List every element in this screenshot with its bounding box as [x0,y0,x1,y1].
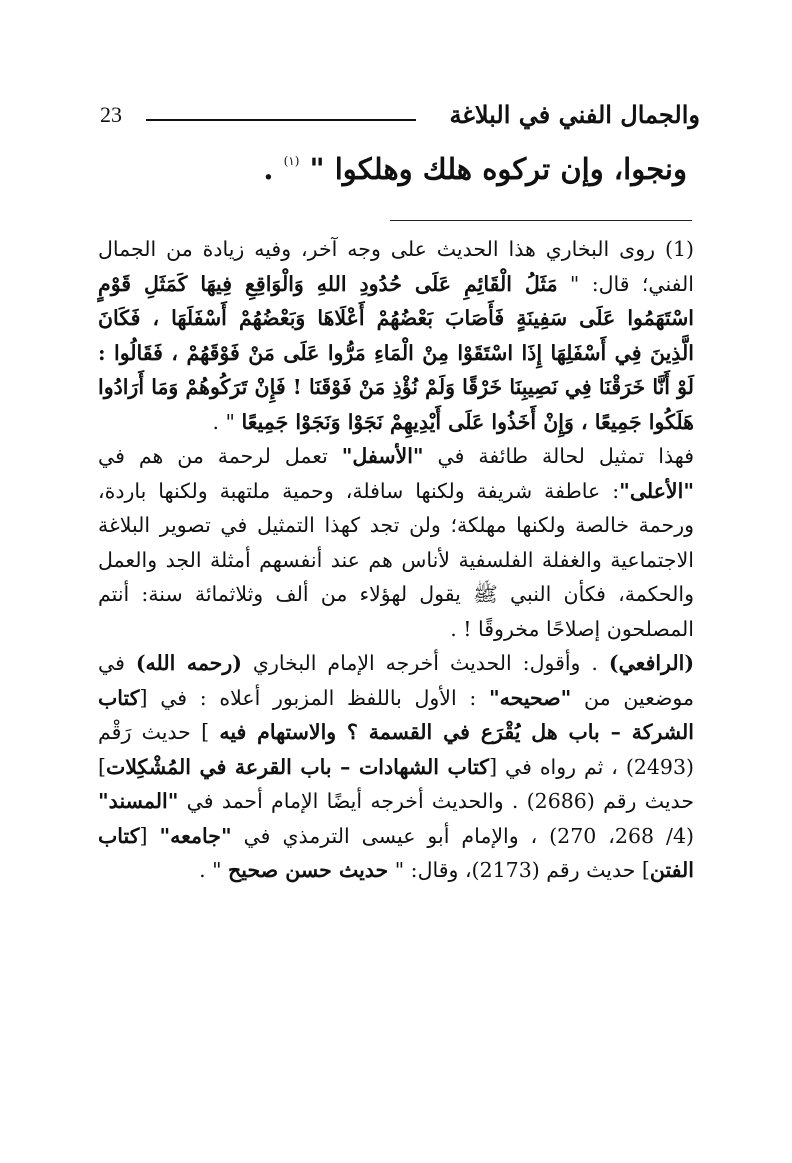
bold-term: (الرافعي) [608,651,695,675]
page-header [100,98,700,132]
footnote-paragraph-1 [98,232,694,439]
paragraph-text: : الأول باللفظ المزبور أعلاه : في [ [139,685,489,710]
bold-term: "المسند" [98,789,179,813]
hadith-quote: مَثَلُ الْقَائِمِ عَلَى حُدُودِ اللهِ وَالْوَاقِعِ فِيهَا كَمَثَلِ قَوْمٍ اسْتَهَمُوا عَلَى سَفِينَةٍ فَأَصَابَ بَعْضُهُمْ أَعْلَاهَا وَبَعْضُهُمْ أَسْفَلَهَا ، فَكَانَ الَّذِينَ فِي أَسْفَلِهَا إِذَا اسْتَقَوْا مِنْ الْمَاءِ مَرُّوا عَلَى مَنْ فَوْقَهُمْ ، فَقَالُوا : لَوْ أَنَّا خَرَقْنَا فِي نَصِيبِنَا خَرْقًا وَلَمْ نُؤْذِ مَنْ فَوْقَنَا ! فَإِنْ تَرَكُوهُمْ وَمَا أَرَادُوا هَلَكُوا جَمِيعًا ، وَإِنْ أَخَذُوا عَلَى أَيْدِيهِمْ نَجَوْا وَنَجَوْا جَمِيعًا [98,271,694,434]
running-title: والجمال الفني في البلاغة [449,100,700,129]
bold-term: "صحيحه" [488,685,572,710]
footnote-paragraph-3 [98,646,694,888]
footnote-reference: (١) [283,154,300,168]
bold-term: (رحمه الله) [135,651,242,675]
footnote-paragraph-2 [98,439,694,646]
paragraph-text: (4/ 268، 270) ، والإمام أبو عيسى الترمذي في [231,823,694,848]
main-text-line [263,140,687,190]
paragraph-text: ] حديث رقم (2686) . والحديث أخرجه أيضًا الإمام أحمد في [98,754,694,813]
paragraph-text: . وأقول: الحديث أخرجه الإمام البخاري [241,651,609,675]
bold-term: "الأعلى" [619,478,694,503]
main-text: ونجوا، وإن تركوه هلك وهلكوا " [299,152,687,186]
paragraph-text: فهذا تمثيل لحالة طائفة في [423,444,694,468]
paragraph-text: : عاطفة شريفة ولكنها سافلة، وحمية ملتهبة ولكنها باردة، ورحمة خالصة ولكنها مهلكة؛ ولن تجد كهذا التمثيل في تصوير البلاغة الاجتماعية والغفلة الفلسفية لأناس هم عند أنفسهم أمثلة الجد والعمل والحكمة، فكأن النبي ﷺ يقول لهؤلاء من ألف وثلاثمائة سنة: أنتم المصلحون إصلاحًا مخروقًا ! . [98,478,694,641]
bold-term: "الأسفل" [341,444,424,468]
paragraph-text: ] حديث رقم (2173)، وقال: " [388,858,650,882]
paragraph-text: [ [139,823,160,848]
header-rule [146,119,416,121]
bold-term: كتاب الشركة – باب هل يُقْرَع في القسمة ؟ والاستهام فيه [98,685,694,744]
paragraph-text: ] حديث رَقْم (2493) ، ثم رواه في [ [98,720,695,779]
bold-term: كتاب الشهادات – باب القرعة في المُشْكِلات [106,754,490,779]
footnote-outro: " . [212,409,242,434]
paragraph-text: في موضعين من [98,651,694,710]
page-number: 23 [100,102,122,127]
footnote-intro: روى البخاري هذا الحديث على وجه آخر، وفيه زيادة من الجمال الفني؛ قال: " [98,237,694,296]
bold-term: حديث حسن صحيح [228,858,389,882]
footnote-marker: (1) [664,237,694,261]
paragraph-text: " . [199,858,229,882]
paragraph-text: تعمل لرحمة من هم في [98,444,342,468]
main-text-end: . [263,152,284,186]
footnote-body [98,232,694,888]
bold-term: "جامعه" [159,823,232,848]
footnote-separator [390,220,692,221]
bold-term: كتاب الفتن [98,823,694,882]
